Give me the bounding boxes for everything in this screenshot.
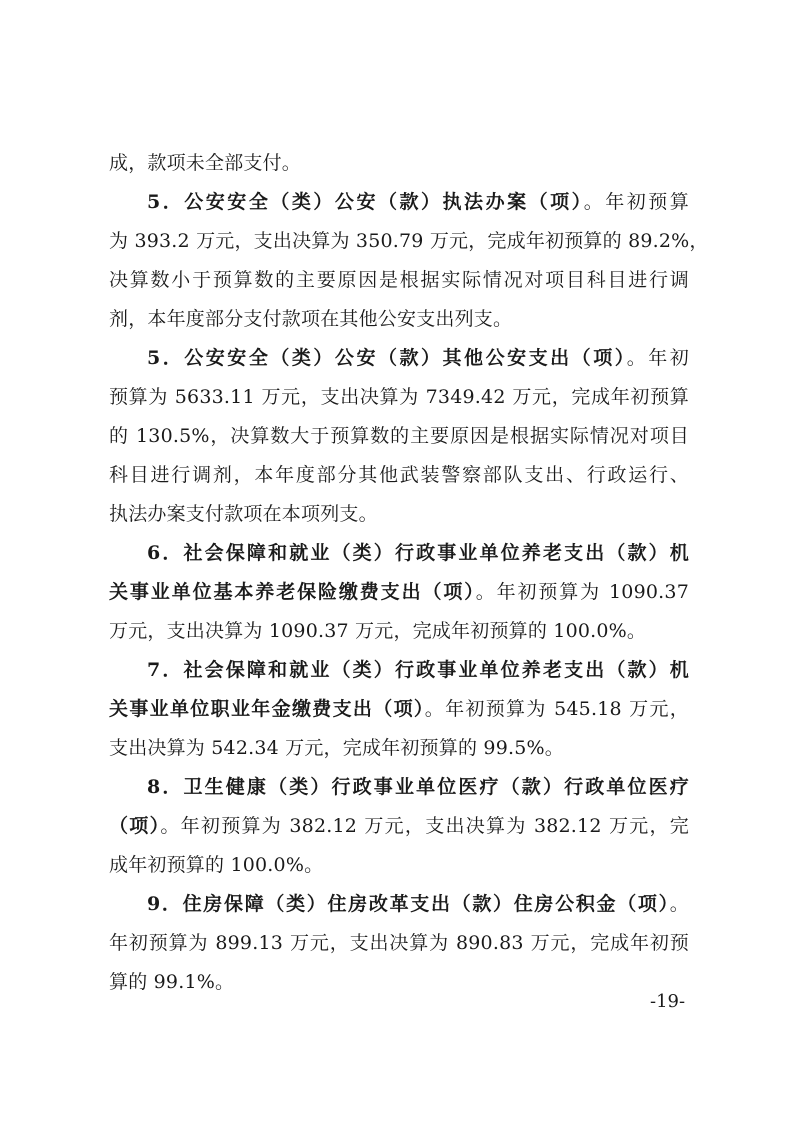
bold-heading: 关事业单位基本养老保险缴费支出（项） bbox=[109, 581, 476, 603]
line-text: 万元，支出决算为 1090.37 万元，完成年初预算的 100.0%。 bbox=[109, 620, 647, 642]
text-line bbox=[109, 851, 689, 879]
paragraph-heading-line bbox=[147, 539, 689, 567]
line-text: 执法办案支付款项在本项列支。 bbox=[109, 503, 378, 525]
text-line bbox=[109, 383, 689, 411]
text-line bbox=[109, 617, 689, 645]
line-text: 算的 99.1%。 bbox=[109, 971, 235, 993]
paragraph-heading-line bbox=[109, 812, 689, 840]
line-text: 。年初预算为 382.12 万元，支出决算为 382.12 万元，完 bbox=[160, 815, 689, 837]
line-text: 年初预算为 899.13 万元，支出决算为 890.83 万元，完成年初预 bbox=[109, 932, 689, 954]
bold-heading: （项） bbox=[109, 815, 161, 837]
paragraph-heading-line bbox=[147, 773, 689, 801]
paragraph-heading-line bbox=[147, 656, 689, 684]
text-line bbox=[109, 968, 689, 996]
bold-heading: 5．公安安全（类）公安（款）其他公安支出（项） bbox=[147, 347, 627, 369]
line-text: 科目进行调剂，本年度部分其他武装警察部队支出、行政运行、 bbox=[109, 464, 689, 486]
line-text: 。年初预算 bbox=[583, 191, 689, 213]
bold-heading: 关事业单位职业年金缴费支出（项） bbox=[109, 698, 425, 720]
line-text: 为 393.2 万元，支出决算为 350.79 万元，完成年初预算的 89.2%， bbox=[109, 230, 709, 252]
text-line bbox=[109, 305, 689, 333]
text-line bbox=[109, 149, 689, 177]
bold-heading: 9．住房保障（类）住房改革支出（款）住房公积金（项） bbox=[147, 893, 670, 915]
text-line bbox=[109, 422, 689, 450]
paragraph-heading-line bbox=[147, 344, 689, 372]
line-text: 。年初预算为 1090.37 bbox=[475, 581, 689, 603]
bold-heading: 5．公安安全（类）公安（款）执法办案（项） bbox=[147, 191, 584, 213]
bold-heading: 6．社会保障和就业（类）行政事业单位养老支出（款）机 bbox=[147, 542, 689, 564]
line-text: 。 bbox=[669, 893, 689, 915]
line-text: 成年初预算的 100.0%。 bbox=[109, 854, 324, 876]
bold-heading: 7．社会保障和就业（类）行政事业单位养老支出（款）机 bbox=[147, 659, 689, 681]
line-text: 成，款项未全部支付。 bbox=[109, 152, 302, 174]
text-line bbox=[109, 734, 689, 762]
text-line bbox=[109, 266, 689, 294]
paragraph-heading-line bbox=[147, 890, 689, 918]
text-line bbox=[109, 500, 689, 528]
line-text: 决算数小于预算数的主要原因是根据实际情况对项目科目进行调 bbox=[109, 269, 689, 291]
line-text: 预算为 5633.11 万元，支出决算为 7349.42 万元，完成年初预算 bbox=[109, 386, 689, 408]
text-line bbox=[109, 227, 709, 255]
line-text: 。年初 bbox=[626, 347, 689, 369]
bold-heading: 8．卫生健康（类）行政事业单位医疗（款）行政单位医疗 bbox=[147, 776, 689, 798]
paragraph-heading-line bbox=[109, 695, 689, 723]
text-line bbox=[109, 929, 689, 957]
line-text: 剂，本年度部分支付款项在其他公安支出列支。 bbox=[109, 308, 513, 330]
page-number: -19- bbox=[650, 991, 686, 1012]
paragraph-heading-line bbox=[109, 578, 689, 606]
line-text: 。年初预算为 545.18 万元， bbox=[424, 698, 689, 720]
line-text: 的 130.5%，决算数大于预算数的主要原因是根据实际情况对项目 bbox=[109, 425, 689, 447]
paragraph-heading-line bbox=[147, 188, 689, 216]
text-line bbox=[109, 461, 689, 489]
line-text: 支出决算为 542.34 万元，完成年初预算的 99.5%。 bbox=[109, 737, 564, 759]
